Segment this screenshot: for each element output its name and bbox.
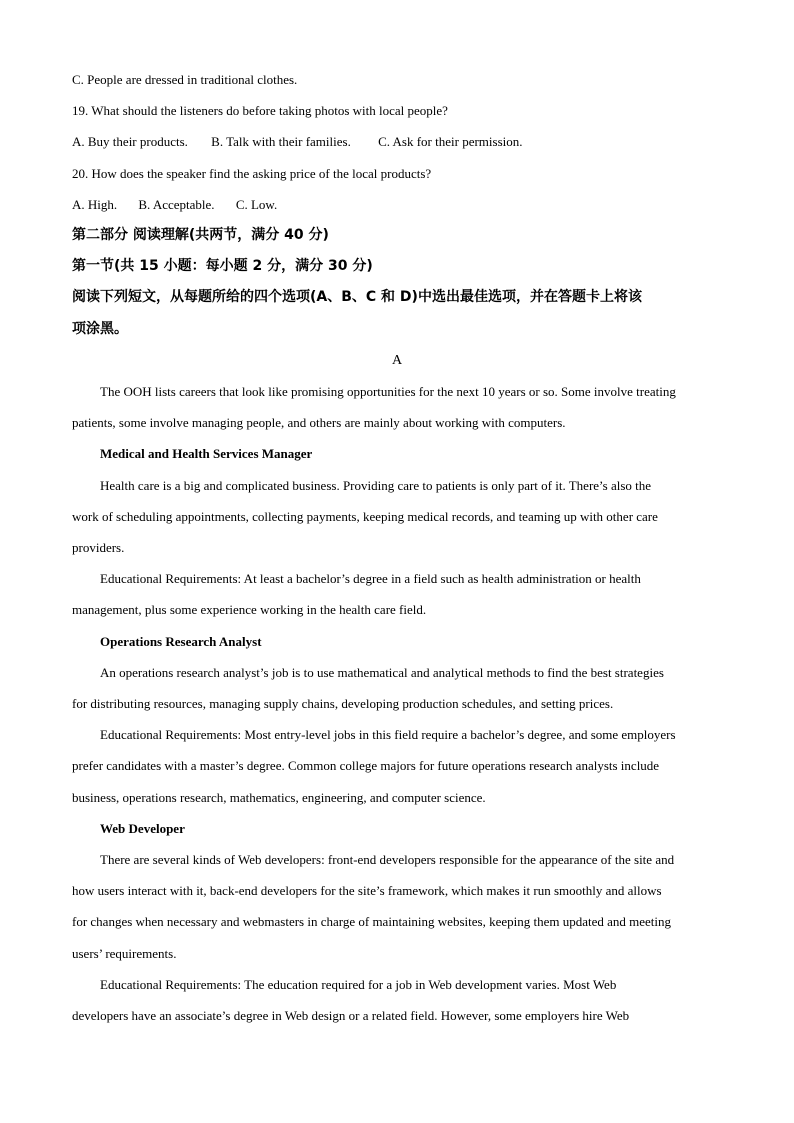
job-operations-line-2: for distributing resources, managing supply chains, developing production schedules, and setting prices. (72, 696, 614, 712)
document-page (72, 64, 722, 1031)
part2-header: 第二部分 阅读理解(共两节，满分 40 分) (72, 227, 329, 244)
passage-label: A (391, 352, 403, 368)
job-web-line-4: users’ requirements. (72, 945, 177, 961)
job-web-line-2: how users interact with it, back-end developers for the site’s framework, which makes it run smoothly and allows (72, 883, 662, 899)
job-web-edu-line-2: developers have an associate’s degree in Web design or a related field. However, some employers hire Web (72, 1008, 630, 1024)
job-medical-edu-line-2: management, plus some experience working in the health care field. (72, 602, 427, 618)
job-medical-edu-line-1: Educational Requirements: At least a bachelor’s degree in a field such as health administration or health (100, 571, 641, 587)
job-title-web: Web Developer (100, 820, 185, 836)
job-web-line-1: There are several kinds of Web developers: front-end developers responsible for the appearance of the site and (100, 852, 675, 868)
q18-option-c: C. People are dressed in traditional clothes. (72, 72, 298, 87)
job-web-line-3: for changes when necessary and webmasters in charge of maintaining websites, keeping them updated and meeting (72, 914, 672, 930)
q19-options (72, 126, 722, 157)
job-title-operations: Operations Research Analyst (100, 633, 262, 649)
q20-options (72, 189, 722, 220)
q20-option-c: C. Low. (235, 196, 278, 212)
q19-question: 19. What should the listeners do before taking photos with local people? (72, 103, 448, 119)
section1-header: 第一节(共 15 小题：每小题 2 分，满分 30 分) (72, 258, 373, 275)
job-operations-line-1: An operations research analyst’s job is to use mathematical and analytical methods to find the best strategies (100, 664, 664, 680)
job-operations-edu-line-2: prefer candidates with a master’s degree. Common college majors for future operations research analysts include (72, 758, 660, 774)
q20-question: 20. How does the speaker find the asking price of the local products? (72, 165, 432, 181)
q19-option-b: B. Talk with their families. (211, 134, 351, 150)
job-web-edu-line-1: Educational Requirements: The education required for a job in Web development varies. Most Web (100, 976, 617, 992)
job-operations-edu-line-3: business, operations research, mathematics, engineering, and computer science. (72, 789, 486, 805)
job-medical-line-2: work of scheduling appointments, collecting payments, keeping medical records, and teaming up with other care (72, 508, 658, 524)
instruction-line-2: 项涂黑。 (72, 320, 128, 337)
q19-option-c: C. Ask for their permission. (378, 134, 523, 150)
instruction-line-1: 阅读下列短文，从每题所给的四个选项(A、B、C 和 D)中选出最佳选项，并在答题卡上将该 (72, 289, 642, 306)
passage-intro-line-2: patients, some involve managing people, and others are mainly about working with computers. (72, 415, 566, 431)
q20-option-a: A. High. (72, 196, 118, 212)
q19-option-a: A. Buy their products. (72, 134, 188, 150)
job-medical-line-3: providers. (72, 540, 125, 556)
q20-option-b: B. Acceptable. (138, 196, 215, 212)
job-medical-line-1: Health care is a big and complicated business. Providing care to patients is only part of it. There’s also the (100, 477, 652, 493)
job-operations-edu-line-1: Educational Requirements: Most entry-level jobs in this field require a bachelor’s degree, and some employers (100, 727, 676, 743)
job-title-medical: Medical and Health Services Manager (100, 446, 313, 462)
passage-intro-line-1: The OOH lists careers that look like promising opportunities for the next 10 years or so. Some involve treating (100, 384, 676, 400)
